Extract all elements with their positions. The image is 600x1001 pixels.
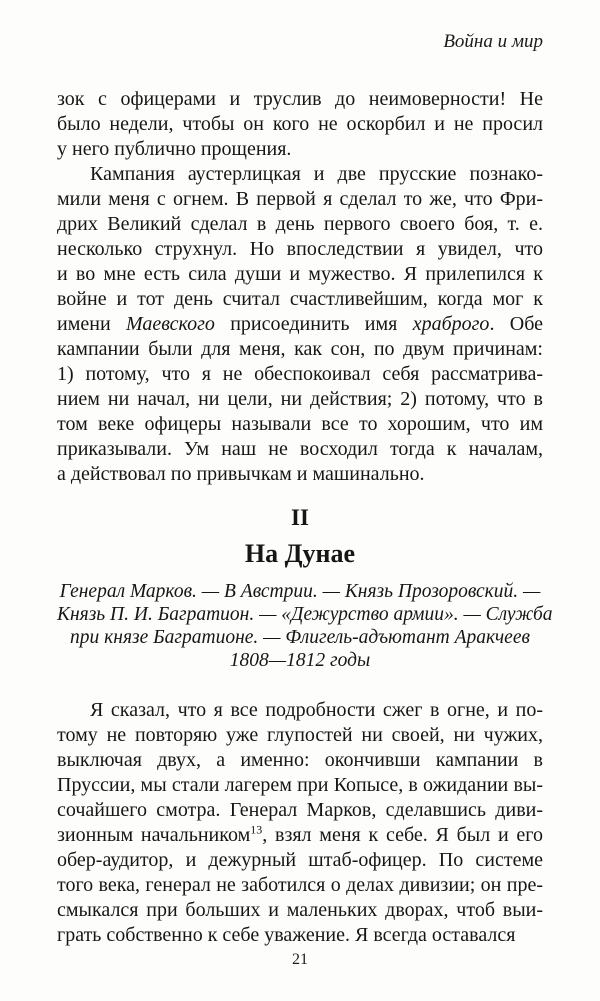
text-line: и во мне есть сила души и мужество. Я прилепился к (57, 263, 543, 285)
text-line: Я сказал, что я все подробности сжег в огне, и по- (90, 699, 543, 721)
text-line: 1) потому, что я не обеспокоивал себя рассматрива- (57, 363, 543, 385)
paragraph (57, 87, 543, 162)
chapter-title: На Дунае (244, 539, 356, 568)
text-line: грать собственно к себе уважение. Я всегда оставался (57, 924, 516, 946)
text-line: у него публично прощения. (57, 138, 292, 160)
text-line: войне и тот день считал счастливейшим, когда мог к (57, 288, 543, 310)
text-line: нием ни начал, ни цели, ни действия; 2) потому, что в (57, 388, 543, 410)
chapter-number: II (291, 505, 309, 530)
text-line: а действовал по привычкам и машинально. (57, 463, 425, 485)
paragraph (57, 162, 543, 487)
page-number: 21 (292, 951, 308, 968)
paragraph (57, 698, 543, 948)
body-text-after-chapter (57, 698, 543, 948)
text-line: сочайшего смотра. Генерал Марков, сделавшись диви- (57, 799, 543, 821)
text-line: Пруссии, мы стали лагерем при Копысе, в ожидании вы- (57, 774, 543, 796)
text-line: том веке офицеры называли все то хорошим, что им (57, 413, 543, 435)
text-line: мили меня с огнем. В первой я сделал то же, что Фри- (57, 188, 543, 210)
text-line: кампании были для меня, как сон, по двум причинам: (57, 338, 543, 360)
text-line: имени Маевского присоединить имя храброго. Обе (57, 313, 543, 335)
running-header: Война и мир (443, 31, 543, 52)
text-line: выключая двух, а именно: окончивши кампании в (57, 749, 543, 771)
epigraph-line: Генерал Марков. — В Австрии. — Князь Прозоровский. — (59, 581, 541, 602)
text-line: зионным начальником$^{13}$, взял меня к себе. Я был и его (57, 822, 544, 846)
text-line: было недели, чтобы он кого не оскорбил и не просил (57, 113, 543, 135)
epigraph-line: при князе Багратионе. — Флигель-адъютант Аракчеев (70, 627, 530, 648)
text-line: того века, генерал не заботился о делах дивизии; он пре- (57, 874, 543, 896)
body-text-before-chapter (57, 87, 543, 487)
text-line: несколько струхнул. Но впоследствии я увидел, что (57, 238, 543, 260)
text-line: дрих Великий сделал в день первого своего боя, т. е. (57, 213, 543, 235)
text-line: зок с офицерами и труслив до неимоверности! Не (57, 88, 543, 110)
epigraph-line: Князь П. И. Багратион. — «Дежурство армии». — Служба (57, 604, 553, 625)
text-line: приказывали. Ум наш не восходил тогда к началам, (57, 438, 543, 460)
text-line: Кампания аустерлицкая и две прусские познако- (90, 163, 543, 185)
chapter-epigraph (57, 580, 553, 672)
text-line: тому не повторяю уже глупостей ни своей, ни чужих, (57, 724, 543, 746)
text-line: обер-аудитор, и дежурный штаб-офицер. По системе (57, 849, 543, 871)
text-line: смыкался при больших и маленьких дворах, чтоб выи- (57, 899, 543, 921)
epigraph-line: 1808—1812 годы (229, 650, 371, 671)
